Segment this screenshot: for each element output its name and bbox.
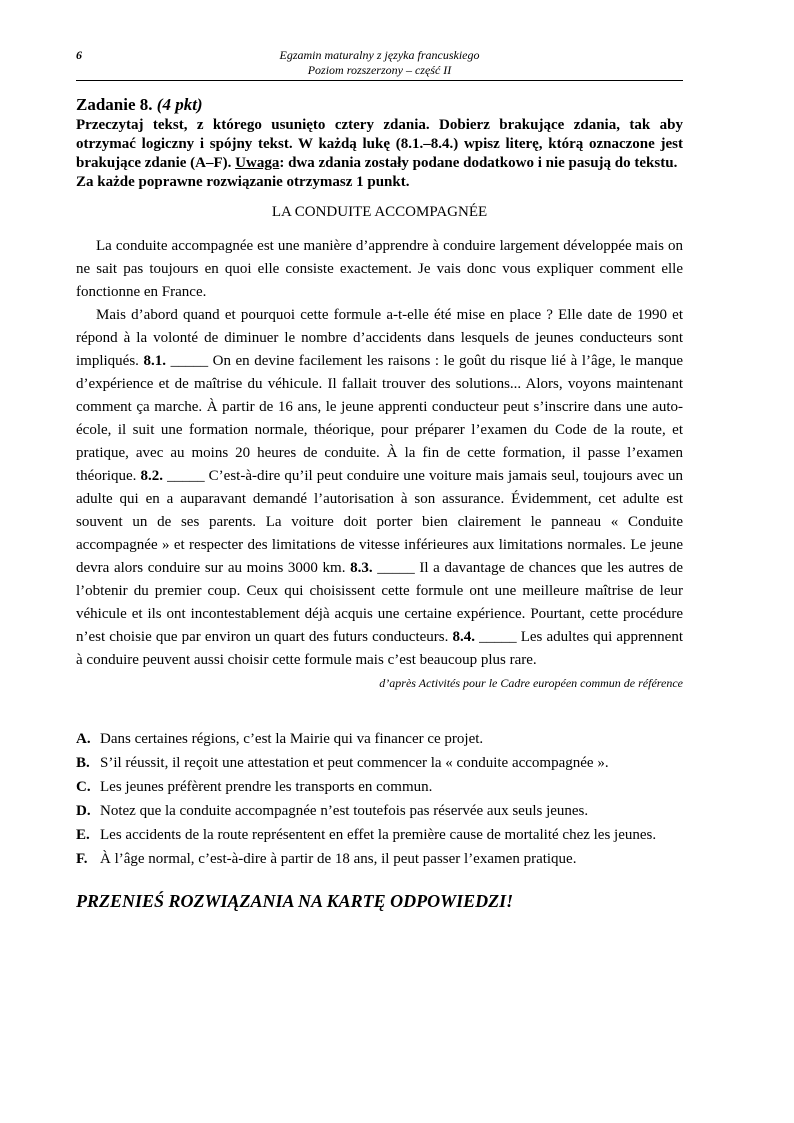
instruction-text: Przeczytaj tekst, z którego usunięto cztery zdania. Dobierz brakujące zdania, tak aby otrzymać logiczny i spójny tekst. W każdą lukę (8.1.–8.4.) wpisz literę, którą oznaczone jest brakujące zdanie (A–F). [76,117,683,171]
reading-paragraph-2 [76,304,683,672]
gap-label-8-1: 8.1. [143,353,166,369]
option-letter: D. [76,803,91,819]
gap-blank-8-2: _____ [167,468,205,484]
option-b [76,751,683,775]
option-text: Dans certaines régions, c’est la Mairie qui va financer ce projet. [100,731,484,747]
page-header [76,48,683,81]
option-text: Les accidents de la route représentent en effet la première cause de mortalité chez les jeunes. [100,827,657,843]
option-letter: A. [76,731,91,747]
gap-label-8-3: 8.3. [350,560,373,576]
instruction-note-text: : dwa zdania zostały podane dodatkowo i nie pasują do tekstu. [279,155,678,171]
exam-title-line2: Poziom rozszerzony – część II [307,63,452,77]
gap-blank-8-4: _____ [479,629,517,645]
option-text: À l’âge normal, c’est-à-dire à partir de 18 ans, il peut passer l’examen pratique. [100,851,577,867]
option-letter: F. [76,851,88,867]
paragraph-segment: C’est-à-dire qu’il peut conduire une voiture mais jamais seul, toujours avec un adulte qui en a auparavant demandé l’autorisation à son assurance. Évidemment, cet adulte est souvent un de ses parents. La voiture doit porter bien clairement le panneau « Conduite accompagnée » et respecter des limitations de vitesse inférieures aux limitations normales. Le jeune devra alors conduire sur au moins 3000 km. [76,468,684,576]
reading-paragraph-1: La conduite accompagnée est une manière d’apprendre à conduire largement développée mais on ne sait pas toujours en quoi elle consiste exactement. Je vais donc vous expliquer comment elle fonctionne en France. [76,238,683,300]
option-letter: C. [76,779,91,795]
gap-label-8-2: 8.2. [140,468,163,484]
instruction-scoring: Za każde poprawne rozwiązanie otrzymasz 1 punkt. [76,174,410,190]
text-source: d’après Activités pour le Cadre européen commun de référence [379,676,683,690]
option-letter: B. [76,755,90,771]
answer-options [76,727,683,871]
option-text: Notez que la conduite accompagnée n’est toutefois pas réservée aux seuls jeunes. [100,803,589,819]
paragraph-segment: Il a davantage de chances que les autres de l’obtenir du premier coup. Ceux qui choisissent cette formule ont une meilleure maîtrise de leur véhicule et ils ont incontestablement déjà acquis une certaine expérience. Pourtant, cette procédure n’est choisie que par environ un quart des futurs conducteurs. [76,560,683,645]
task-title: Zadanie 8. [76,95,153,114]
instruction-note-label: Uwaga [235,155,280,171]
exam-title [76,48,683,78]
gap-blank-8-1: _____ [170,353,209,369]
option-text: Les jeunes préfèrent prendre les transports en commun. [100,779,433,795]
task-points: (4 pkt) [156,95,203,114]
option-letter: E. [76,827,90,843]
exam-title-line1: Egzamin maturalny z języka francuskiego [279,48,480,62]
gap-blank-8-3: _____ [377,560,415,576]
reading-text-title: LA CONDUITE ACCOMPAGNÉE [271,204,488,220]
option-text: S’il réussit, il reçoit une attestation et peut commencer la « conduite accompagnée ». [100,755,609,771]
task-instructions [76,116,683,192]
option-a [76,727,683,751]
option-d [76,799,683,823]
gap-label-8-4: 8.4. [452,629,475,645]
option-e [76,823,683,847]
paragraph-segment: Mais d’abord quand et pourquoi cette formule a-t-elle été mise en place ? Elle date de 1990 et répond à la volonté de diminuer le nombre d’accidents dans lesquels de jeunes conducteurs sont impliqués. [76,307,683,369]
page-content [76,94,683,912]
option-f [76,847,683,871]
paragraph-segment: On en devine facilement les raisons : le goût du risque lié à l’âge, le manque d’expérience et de maîtrise du véhicule. Il fallait trouver des solutions... Alors, voyons maintenant comment ça marche. À partir de 16 ans, le jeune apprenti conducteur peut s’inscrire dans une auto-école, il suit une formation normale, théorique, pour préparer l’examen du Code de la route, et pratique, avec au moins 20 heures de conduite. À la fin de cette formation, il passe l’examen théorique. [76,353,684,484]
transfer-answers-note: PRZENIEŚ ROZWIĄZANIA NA KARTĘ ODPOWIEDZI! [76,891,514,911]
option-c [76,775,683,799]
paragraph-segment: Les adultes qui apprennent à conduire peuvent aussi choisir cette formule mais c’est beaucoup plus rare. [76,629,684,668]
page-number: 6 [76,48,82,62]
task-heading [76,94,683,116]
